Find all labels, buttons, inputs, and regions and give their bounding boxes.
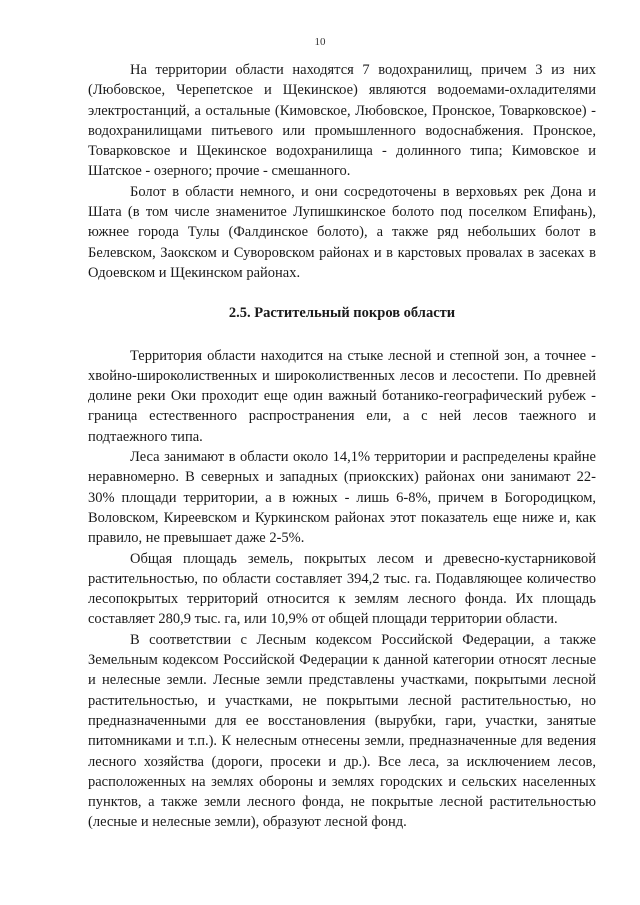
paragraph-swamps: Болот в области немного, и они сосредоточены в верховьях рек Дона и Шата (в том числе знаменитое Лупишкинское болото под поселком Епифань), южнее города Тулы (Фалдинское болото), а также ряд небольших болот в Белевском, Заокском и Суворовском районах и в карстовых провалах в засеках в Одоевском и Щекинском районах. <box>88 183 596 281</box>
page-number: 10 <box>314 36 326 48</box>
paragraph-zones: Территория области находится на стыке лесной и степной зон, а точнее - хвойно-широколиственных и широколиственных лесов и лесостепи. По древней долине реки Оки проходит еще один важный ботанико-географический рубеж - граница естественного распространения ели, а с ней лесов таежного и подтаежного типа. <box>88 347 596 445</box>
paragraph-reservoirs: На территории области находятся 7 водохранилищ, причем 3 из них (Любовское, Черепетское и Щекинское) являются водоемами-охладителями электростанций, а остальные (Кимовское, Любовское, Пронское, Товарковское) - водохранилищами питьевого или промышленного водоснабжения. Пронское, Товарковское и Щекинское водохранилища - долинного типа; Кимовское и Шатское - озерного; прочие - смешанного. <box>88 62 596 180</box>
paragraph-forest-share: Леса занимают в области около 14,1% территории и распределены крайне неравномерно. В северных и западных (приокских) районах они занимают 22-30% площади территории, а в южных - лишь 6-8%, причем в Богородицком, Воловском, Киреевском и Куркинском районах этот показатель еще ниже и, как правило, не превышает даже 2-5%. <box>88 449 596 547</box>
paragraph-forest-area: Общая площадь земель, покрытых лесом и древесно-кустарниковой растительностью, по области составляет 394,2 тыс. га. Подавляющее количество лесопокрытых территорий относится к землям лесного фонда. Их площадь составляет 280,9 тыс. га, или 10,9% от общей площади территории области. <box>88 550 596 628</box>
section-heading: 2.5. Растительный покров области <box>228 305 456 322</box>
paragraph-forest-code: В соответствии с Лесным кодексом Российской Федерации, а также Земельным кодексом Российской Федерации к данной категории относят лесные и нелесные земли. Лесные земли представлены участками, покрытыми лесной растительностью, и участками, не покрытыми лесной растительностью, но предназначенными для ее восстановления (вырубки, гари, участки, занятые питомниками и т.п.). К нелесным отнесены земли, предназначенные для ведения лесного хозяйства (дороги, просеки и др.). Все леса, за исключением лесов, расположенных на землях обороны и землях городских и сельских населенных пунктов, а также земли лесного фонда, не покрытые лесной растительностью (лесные и нелесные земли), образуют лесной фонд. <box>88 631 596 831</box>
document-body <box>88 60 596 833</box>
